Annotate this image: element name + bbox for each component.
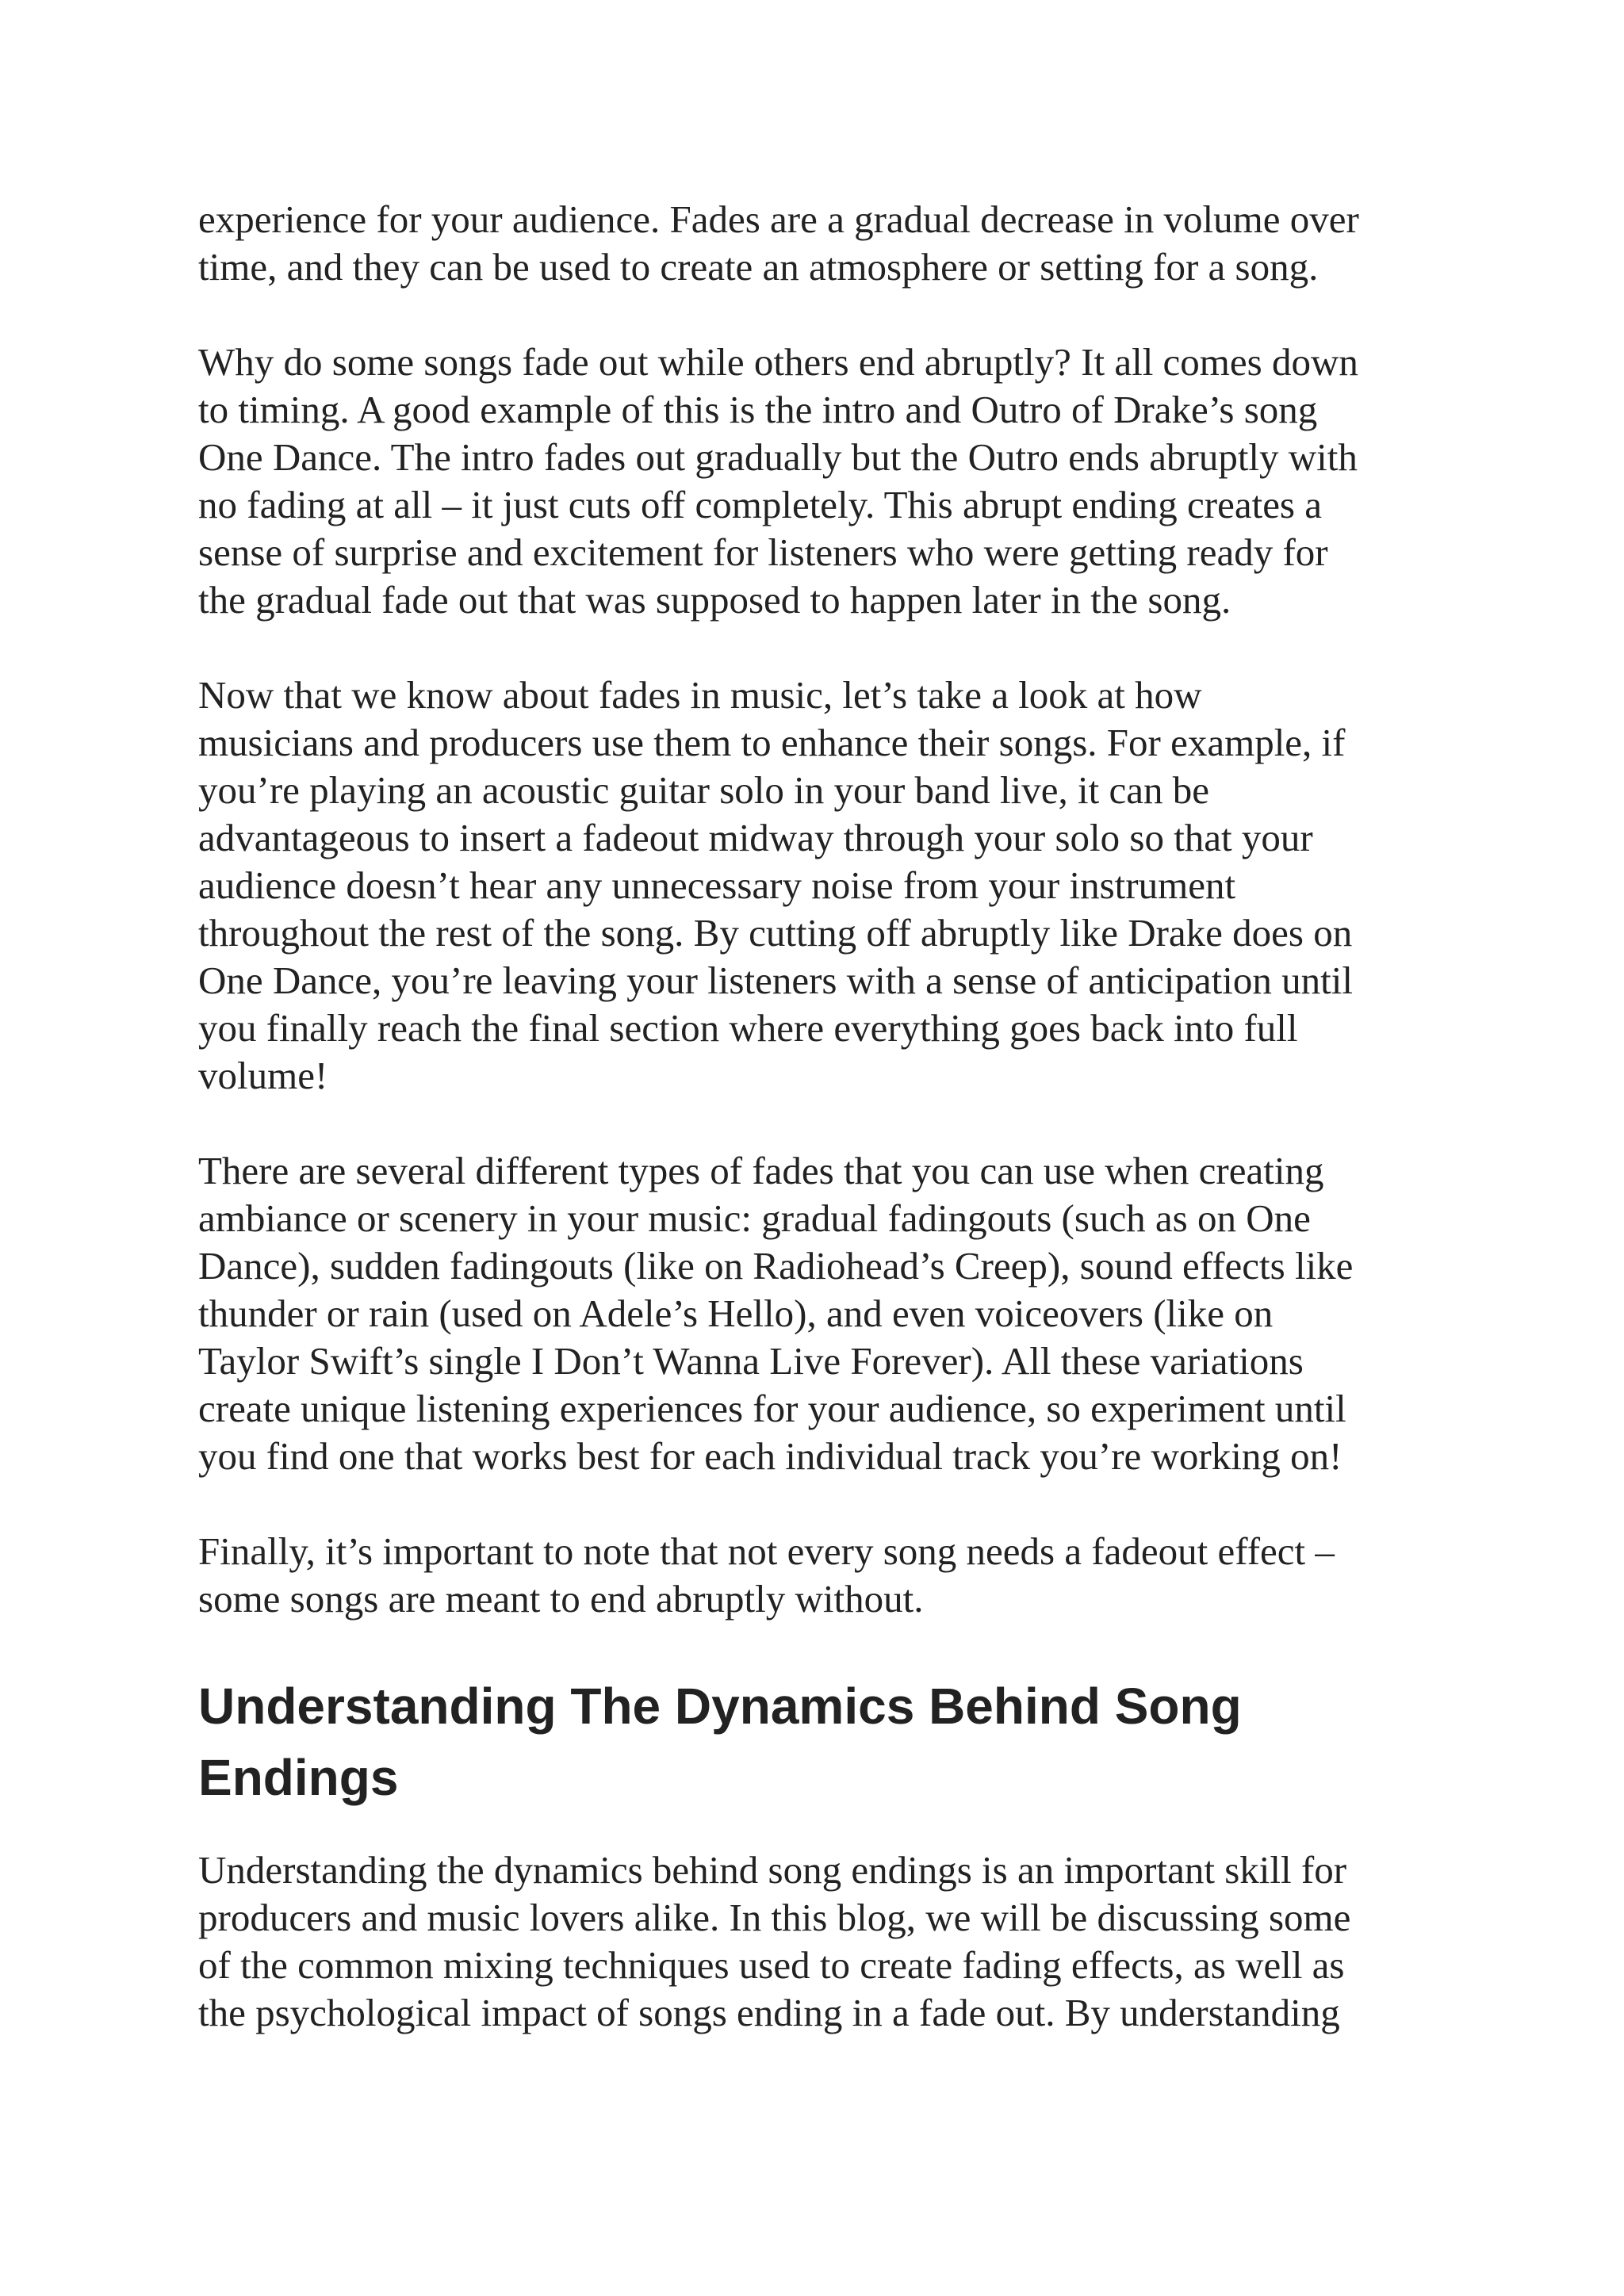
- text-line: you finally reach the final section where everything goes back into full: [198, 1006, 1298, 1050]
- text-line: you’re playing an acoustic guitar solo in your band live, it can be: [198, 768, 1210, 812]
- text-line: you find one that works best for each individual track you’re working on!: [198, 1434, 1342, 1478]
- text-line: Finally, it’s important to note that not every song needs a fadeout effect –: [198, 1529, 1335, 1573]
- section-heading: [198, 1670, 1451, 1813]
- heading-line: Understanding The Dynamics Behind Song: [198, 1678, 1242, 1735]
- text-line: producers and music lovers alike. In this blog, we will be discussing some: [198, 1896, 1351, 1939]
- paragraph-fades-definition: [198, 196, 1451, 291]
- paragraph-not-every-song: [198, 1528, 1451, 1623]
- text-line: Now that we know about fades in music, let’s take a look at how: [198, 673, 1202, 717]
- text-line: create unique listening experiences for your audience, so experiment until: [198, 1387, 1346, 1430]
- text-line: Why do some songs fade out while others end abruptly? It all comes down: [198, 340, 1358, 384]
- text-line: no fading at all – it just cuts off completely. This abrupt ending creates a: [198, 483, 1323, 526]
- text-line: time, and they can be used to create an atmosphere or setting for a song.: [198, 245, 1319, 289]
- text-line: some songs are meant to end abruptly without.: [198, 1577, 924, 1621]
- text-line: of the common mixing techniques used to create fading effects, as well as: [198, 1943, 1345, 1987]
- text-line: musicians and producers use them to enhance their songs. For example, if: [198, 721, 1346, 764]
- text-line: One Dance, you’re leaving your listeners with a sense of anticipation until: [198, 959, 1353, 1002]
- text-line: Taylor Swift’s single I Don’t Wanna Live Forever). All these variations: [198, 1339, 1304, 1383]
- text-line: There are several different types of fades that you can use when creating: [198, 1149, 1324, 1192]
- text-line: One Dance. The intro fades out gradually but the Outro ends abruptly with: [198, 435, 1358, 479]
- document-body: [198, 196, 1451, 2084]
- text-line: Understanding the dynamics behind song endings is an important skill for: [198, 1848, 1347, 1892]
- text-line: thunder or rain (used on Adele’s Hello), and even voiceovers (like on: [198, 1292, 1274, 1335]
- text-line: the psychological impact of songs ending in a fade out. By understanding: [198, 1991, 1340, 2034]
- text-line: sense of surprise and excitement for listeners who were getting ready for: [198, 530, 1328, 574]
- paragraph-fade-vs-abrupt: [198, 339, 1451, 624]
- text-line: volume!: [198, 1054, 328, 1097]
- paragraph-types-of-fades: [198, 1147, 1451, 1480]
- heading-line: Endings: [198, 1749, 399, 1806]
- text-line: advantageous to insert a fadeout midway through your solo so that your: [198, 816, 1313, 859]
- paragraph-using-fades: [198, 672, 1451, 1100]
- text-line: to timing. A good example of this is the intro and Outro of Drake’s song: [198, 388, 1318, 431]
- text-line: throughout the rest of the song. By cutting off abruptly like Drake does on: [198, 911, 1353, 955]
- text-line: ambiance or scenery in your music: gradual fadingouts (such as on One: [198, 1196, 1311, 1240]
- text-line: experience for your audience. Fades are a gradual decrease in volume over: [198, 197, 1359, 241]
- text-line: the gradual fade out that was supposed to happen later in the song.: [198, 578, 1231, 622]
- text-line: Dance), sudden fadingouts (like on Radiohead’s Creep), sound effects like: [198, 1244, 1354, 1288]
- text-line: audience doesn’t hear any unnecessary noise from your instrument: [198, 863, 1236, 907]
- paragraph-song-endings-intro: [198, 1846, 1451, 2037]
